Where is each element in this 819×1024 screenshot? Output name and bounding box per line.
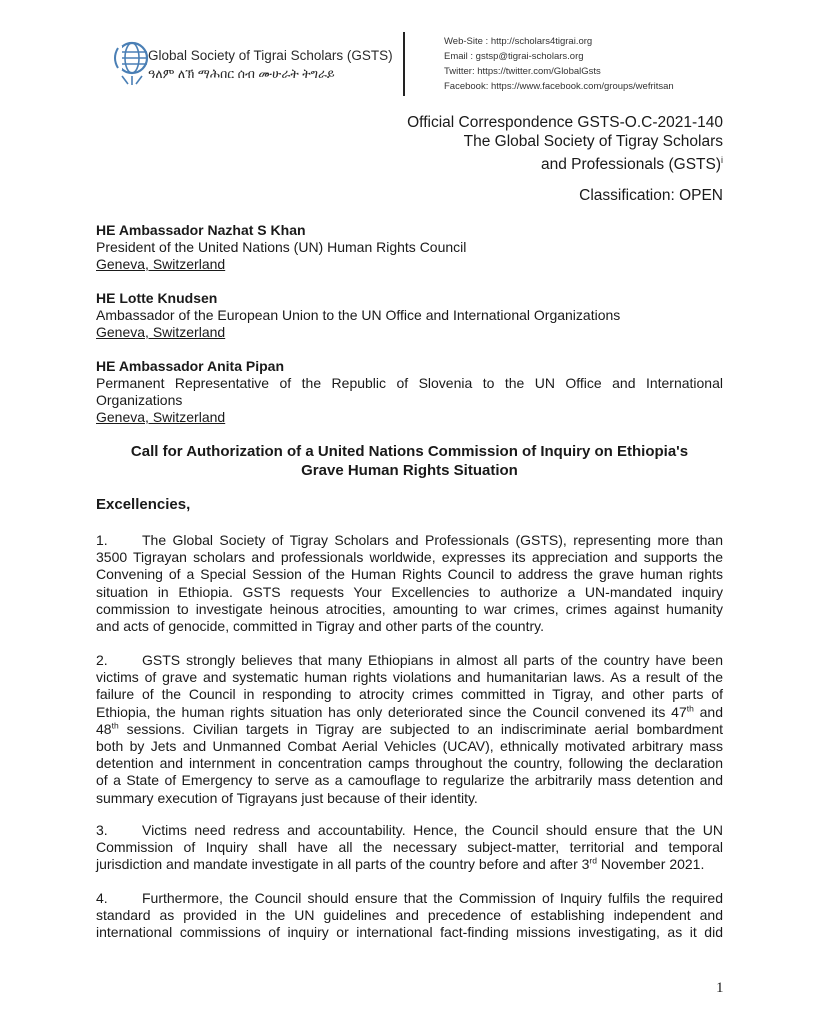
paragraph-line: victims of grave and systematic human rights violations and humanitarian laws. As a result of the xyxy=(96,669,723,686)
org-name-amharic: ዓለም ለኽ ማሕበር ሰብ ሙሁራት ትግራይ xyxy=(148,67,335,81)
salutation: Excellencies, xyxy=(96,496,191,513)
line-text: Victims need redress and accountability. Hence, the Council should ensure that the UN xyxy=(142,822,723,838)
website-link[interactable]: Web-Site : http://scholars4tigrai.org xyxy=(444,36,593,47)
heading-line-2: Grave Human Rights Situation xyxy=(301,462,518,479)
org-name-english: Global Society of Tigrai Scholars (GSTS) xyxy=(148,48,393,63)
ordinal-suffix: th xyxy=(111,720,119,731)
paragraph-line: standard as provided in the UN guidelines and precedence of establishing independent and xyxy=(96,907,723,924)
paragraph-number: 3. xyxy=(96,822,108,838)
addressee-1 xyxy=(96,222,466,273)
ordinal-suffix: th xyxy=(686,702,694,713)
paragraph-line xyxy=(96,856,723,873)
paragraph-line: situation in Ethiopia. GSTS requests Your Excellencies to authorize a UN-mandated inquiry xyxy=(96,583,723,600)
line-text: Ethiopia, the human rights situation has only deteriorated since the Council convened its 47 xyxy=(96,703,687,720)
addressee-title: Ambassador of the European Union to the UN Office and International Organizations xyxy=(96,307,621,323)
paragraph-line: of a State of Emergency to serve as a camouflage to regularize the arbitrarily mass detention and xyxy=(96,772,723,789)
correspondence-reference xyxy=(407,113,723,174)
paragraph-line: international commissions of inquiry or international fact-finding missions investigating, as it did xyxy=(96,924,723,941)
paragraph-3 xyxy=(96,822,723,874)
paragraph-line xyxy=(96,721,723,738)
paragraph-line: both by Jets and Unmanned Combat Aerial Vehicles (UCAV), ethnically motivated arbitrary mass xyxy=(96,738,723,755)
twitter-link[interactable]: Twitter: https://twitter.com/GlobalGsts xyxy=(444,66,601,77)
paragraph-line: 3500 Tigrayan scholars and professionals worldwide, expresses its appreciation and supports the xyxy=(96,549,723,566)
paragraph-number: 2. xyxy=(96,652,108,668)
page-number: 1 xyxy=(716,980,724,996)
reference-number: Official Correspondence GSTS-O.C-2021-140 xyxy=(407,114,723,131)
line-text: 48 xyxy=(96,720,112,737)
paragraph-4 xyxy=(96,890,723,942)
facebook-link[interactable]: Facebook: https://www.facebook.com/groups/wefritsan xyxy=(444,81,674,92)
addressee-2 xyxy=(96,290,620,341)
paragraph-line: summary execution of Tigrayans just because of their identity. xyxy=(96,789,478,806)
addressee-location: Geneva, Switzerland xyxy=(96,409,226,425)
addressee-3 xyxy=(96,358,723,426)
heading-line-1: Call for Authorization of a United Nations Commission of Inquiry on Ethiopia's xyxy=(130,443,689,460)
contact-info xyxy=(444,34,674,94)
addressee-title-cont: Organizations xyxy=(96,392,183,408)
email-link[interactable]: Email : gstsp@tigrai-scholars.org xyxy=(444,51,584,62)
addressee-name: HE Ambassador Nazhat S Khan xyxy=(96,222,306,238)
line-text: November 2021. xyxy=(596,856,705,873)
paragraph-line: detention and internment in concentration camps throughout the country, following the declaration xyxy=(96,755,723,772)
ordinal-suffix: rd xyxy=(589,855,597,866)
paragraph-line xyxy=(96,652,723,669)
paragraph-number: 4. xyxy=(96,890,108,906)
sender-line-2-text: and Professionals (GSTS) xyxy=(540,156,721,174)
gsts-logo-icon xyxy=(112,36,152,88)
paragraph-number: 1. xyxy=(96,532,108,548)
addressee-name: HE Lotte Knudsen xyxy=(96,290,218,306)
letter-heading xyxy=(96,442,723,480)
addressee-location: Geneva, Switzerland xyxy=(96,324,226,340)
endnote-mark: i xyxy=(721,155,723,165)
paragraph-line: and acts of genocide, committed in Tigray and other parts of the country. xyxy=(96,618,544,635)
paragraph-line: commission to investigate heinous atrocities, amounting to war crimes, crimes against humanity xyxy=(96,600,723,617)
classification: Classification: OPEN xyxy=(579,187,723,204)
addressee-title: President of the United Nations (UN) Human Rights Council xyxy=(96,239,467,255)
header-divider xyxy=(403,32,405,96)
paragraph-line xyxy=(96,822,723,839)
paragraph-line: Convening of a Special Session of the Human Rights Council to address the grave human rights xyxy=(96,566,723,583)
sender-line-2 xyxy=(407,151,723,174)
paragraph-line xyxy=(96,890,723,907)
line-text: jurisdiction and mandate investigate in all parts of the country before and after 3 xyxy=(96,856,590,873)
addressee-location: Geneva, Switzerland xyxy=(96,256,226,272)
line-text: Furthermore, the Council should ensure that the Commission of Inquiry fulfils the required xyxy=(142,890,723,906)
line-text: GSTS strongly believes that many Ethiopians in almost all parts of the country have been xyxy=(142,652,723,668)
paragraph-line: Commission of Inquiry shall have all the necessary subject-matter, territorial and temporal xyxy=(96,839,723,856)
addressee-name: HE Ambassador Anita Pipan xyxy=(96,358,285,374)
line-text: sessions. Civilian targets in Tigray are subjected to an indiscriminate aerial bombardment xyxy=(118,720,723,737)
paragraph-1 xyxy=(96,532,723,635)
paragraph-line: failure of the Council in responding to atrocity crimes committed in Tigray, and other parts of xyxy=(96,686,723,703)
paragraph-line xyxy=(96,704,723,721)
line-text: The Global Society of Tigray Scholars and Professionals (GSTS), representing more than xyxy=(142,532,723,548)
paragraph-line xyxy=(96,532,723,549)
sender-line-1: The Global Society of Tigray Scholars xyxy=(463,133,723,150)
line-text: and xyxy=(693,703,723,720)
paragraph-2 xyxy=(96,652,723,807)
addressee-title: Permanent Representative of the Republic of Slovenia to the UN Office and International xyxy=(96,375,723,391)
